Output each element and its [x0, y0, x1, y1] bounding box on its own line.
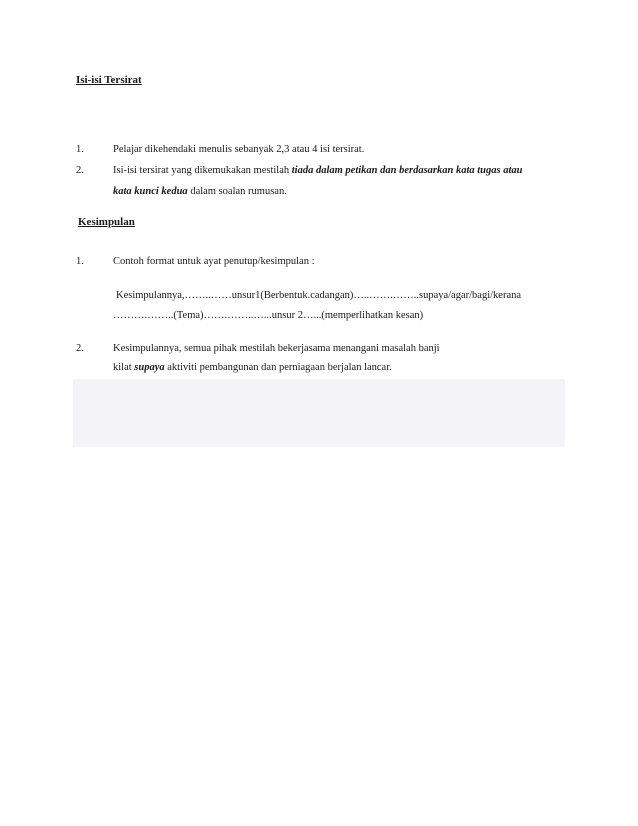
format-line: Kesimpulannya,……..……unsur1(Berbentuk.cadangan)…..…….……..supaya/agar/bagi/kerana: [116, 290, 522, 301]
text-plain: dalam soalan rumusan.: [187, 186, 287, 197]
list-item-text: Contoh format untuk ayat penutup/kesimpulan :: [113, 256, 315, 267]
list-item-text: Pelajar dikehendaki menulis sebanyak 2,3 atau 4 isi tersirat.: [113, 144, 365, 155]
text-plain: kilat: [113, 362, 135, 373]
list-item-text: Kesimpulannya, semua pihak mestilah bekerjasama menangani masalah banji: [113, 343, 440, 354]
list-item-text: [113, 164, 523, 178]
section-heading-kesimpulan: Kesimpulan: [78, 216, 135, 228]
list-number: 1.: [76, 256, 84, 267]
section-heading-isi-tersirat: Isi-isi Tersirat: [76, 74, 142, 86]
list-item-text-continued: [113, 185, 287, 199]
text-emphasis: kata kunci kedua: [113, 186, 188, 197]
text-emphasis: supaya: [134, 362, 165, 373]
format-line: ……….……..(Tema)…….……..…...unsur 2…...(memperlihatkan kesan): [113, 310, 424, 321]
list-number: 2.: [76, 165, 84, 176]
list-number: 2.: [76, 343, 84, 354]
text-plain: aktiviti pembangunan dan perniagaan berjalan lancar.: [164, 362, 392, 373]
text-emphasis: tiada dalam petikan dan berdasarkan kata tugas atau: [291, 165, 523, 176]
text-plain: Isi-isi tersirat yang dikemukakan mestilah: [113, 165, 292, 176]
shaded-box: [73, 379, 565, 447]
list-number: 1.: [76, 144, 84, 155]
list-item-text-continued: [113, 361, 392, 375]
